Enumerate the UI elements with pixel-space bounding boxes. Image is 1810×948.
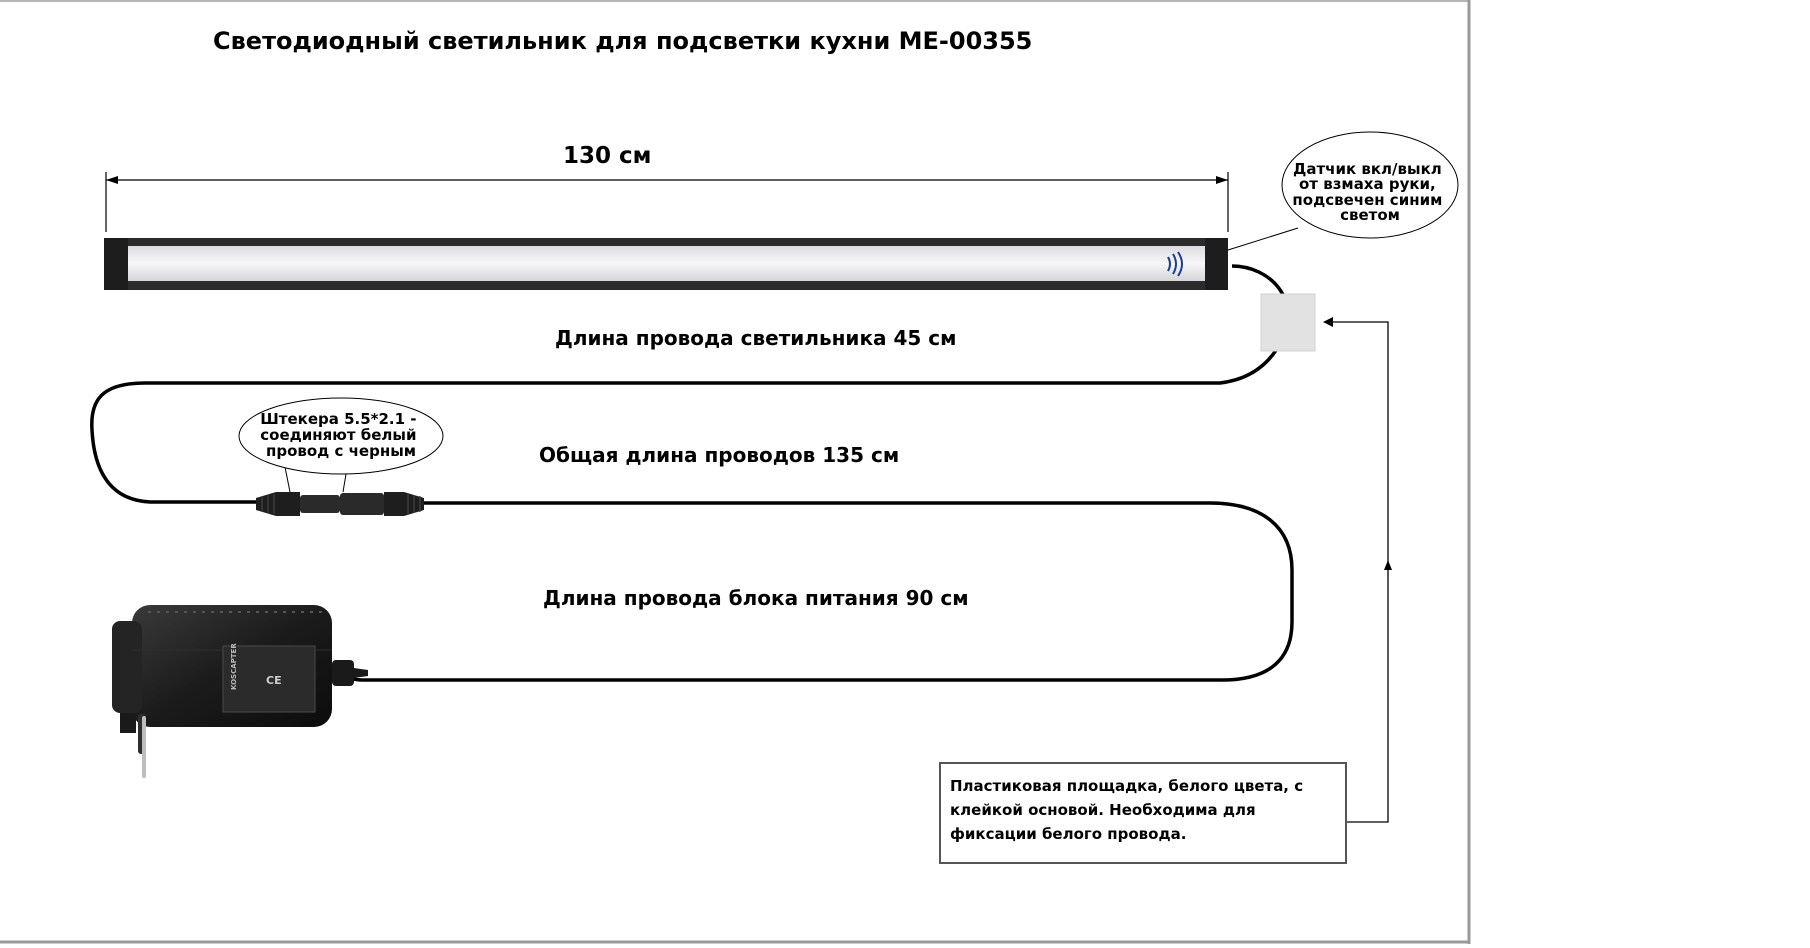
pad-note-text: Пластиковая площадка, белого цвета, с клейкой основой. Необходима для фиксации белого провода. — [950, 777, 1304, 843]
pad-arrow-mid-head — [1384, 560, 1392, 570]
adapter-brand: KOSCAPTER — [230, 643, 238, 690]
dc-connector-plug — [256, 492, 340, 516]
lamp-wire-length-label: Длина провода светильника 45 см — [555, 326, 957, 350]
connector-callout-text: Штекера 5.5*2.1 - соединяют белый провод с черным — [260, 410, 417, 460]
sensor-callout-text: Датчик вкл/выкл от взмаха руки, подсвечен синим светом — [1292, 160, 1443, 224]
diagram-title: Светодиодный светильник для подсветки кухни МЕ-00355 — [213, 27, 1033, 55]
lamp-diffuser — [128, 246, 1205, 281]
dc-connector-socket — [340, 492, 424, 516]
sensor-callout-leader — [1228, 228, 1298, 250]
adapter-ce-mark: CE — [266, 674, 282, 687]
psu-wire-length-label: Длина провода блока питания 90 см — [543, 586, 969, 610]
adhesive-pad — [1261, 294, 1315, 351]
lamp-end-cap-left — [104, 238, 128, 290]
length-dimension — [106, 143, 1228, 232]
power-adapter — [112, 605, 368, 778]
length-label: 130 см — [563, 143, 652, 169]
pad-arrow — [1325, 322, 1388, 822]
total-wire-length-label: Общая длина проводов 135 см — [539, 443, 900, 467]
led-lamp-bar — [104, 238, 1228, 290]
lamp-end-cap-right — [1205, 238, 1228, 290]
plug-pin — [142, 716, 146, 778]
